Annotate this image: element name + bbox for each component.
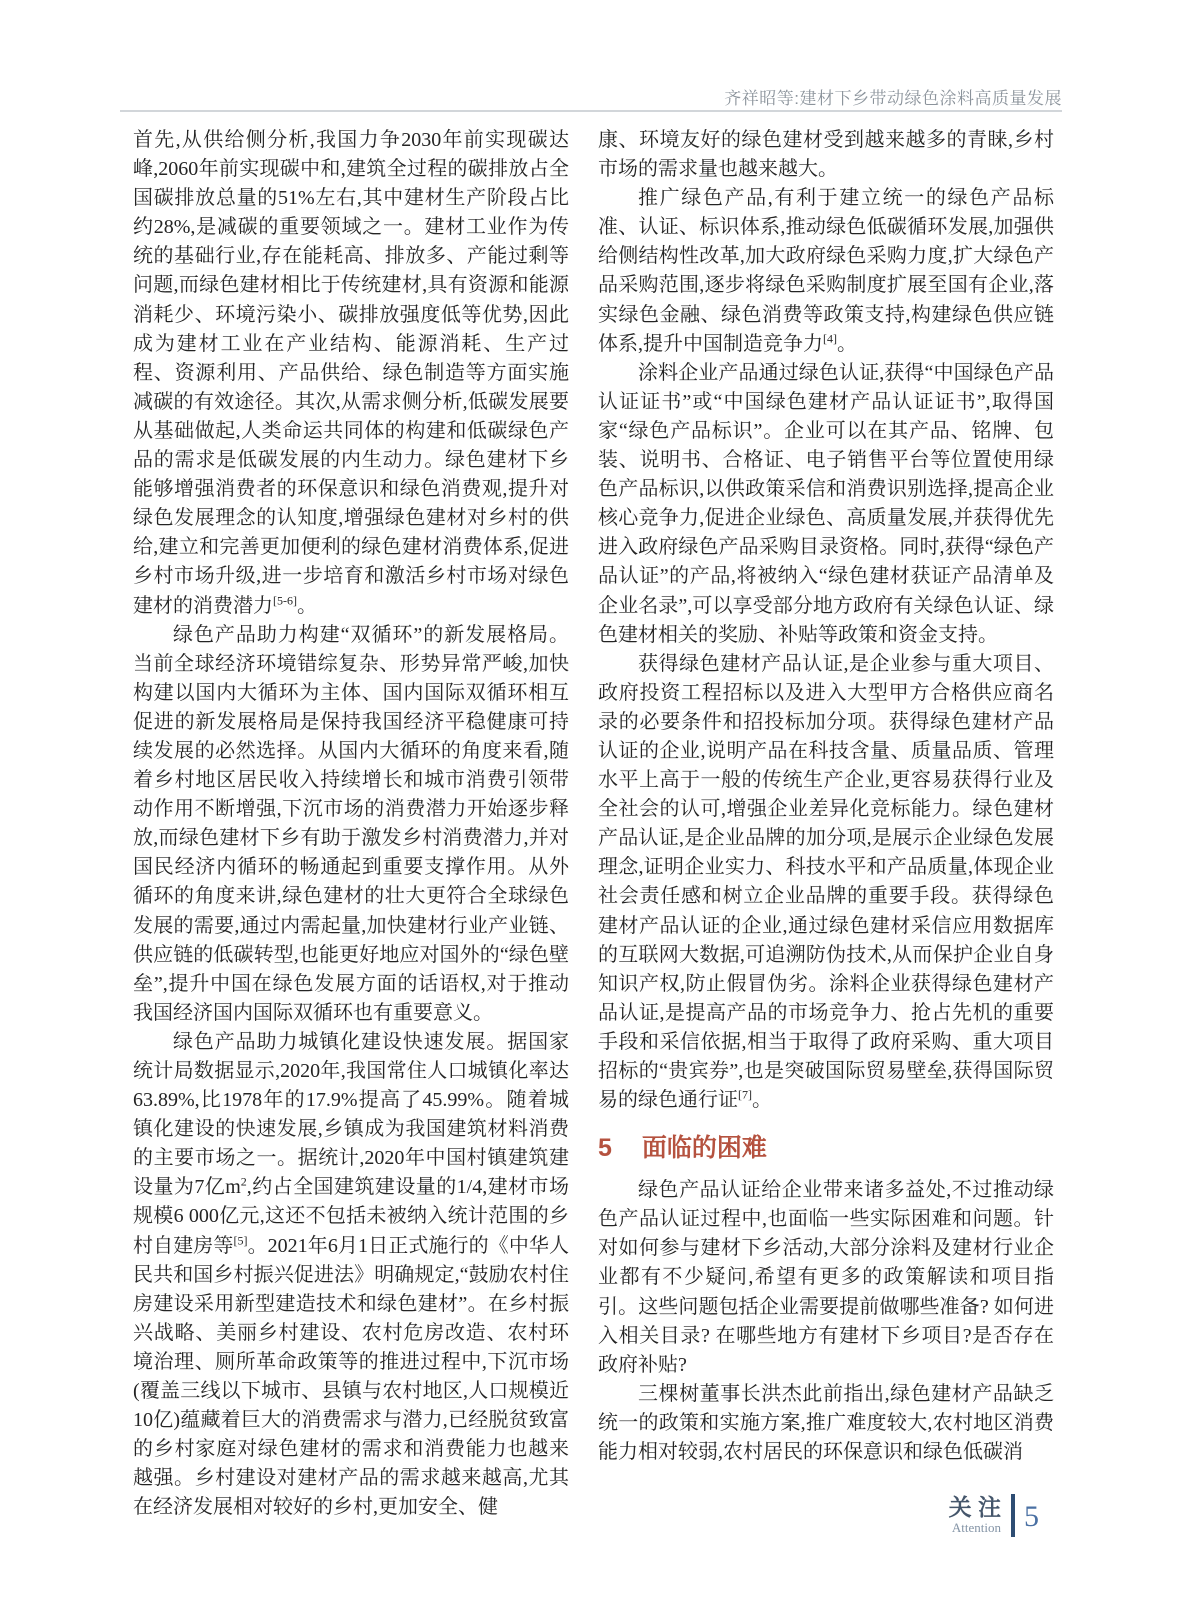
paragraph: 涂料企业产品通过绿色认证,获得“中国绿色产品认证证书”或“中国绿色建材产品认证证书”,取得国家“绿色产品标识”。企业可以在其产品、铭牌、包装、说明书、合格证、电子销售平台等位置使用绿色产品标识,以供政策采信和消费识别选择,提高企业核心竞争力,促进企业绿色、高质量发展,并获得优先进入政府绿色产品采购目录资格。同时,获得“绿色产品认证”的产品,将被纳入“绿色建材获证产品清单及企业名录”,可以享受部分地方政府有关绿色认证、绿色建材相关的奖励、补贴等政策和资金支持。 [598,361,1054,646]
paragraph: 三棵树董事长洪杰此前指出,绿色建材产品缺乏统一的政策和实施方案,推广难度较大,农村地区消费能力相对较弱,农村居民的环保意识和绿色低碳消 [598,1382,1054,1464]
header-rule [120,110,1062,112]
section-title: 面临的困难 [641,1134,767,1163]
paragraph: 绿色产品认证给企业带来诸多益处,不过推动绿色产品认证过程中,也面临一些实际困难和问题。针对如何参与建材下乡活动,大部分涂料及建材行业企业都有不少疑问,希望有更多的政策解读和项目指引。这些问题包括企业需要提前做哪些准备? 如何进入相关目录? 在哪些地方有建材下乡项目?是否存在政府补贴? [598,1179,1054,1376]
paragraph: 绿色产品助力构建“双循环”的新发展格局。当前全球经济环境错综复杂、形势异常严峻,加快构建以国内大循环为主体、国内国际双循环相互促进的新发展格局是保持我国经济平稳健康可持续发展的必然选择。从国内大循环的角度来看,随着乡村地区居民收入持续增长和城市消费引领带动作用不断增强,下沉市场的消费潜力开始逐步释放,而绿色建材下乡有助于激发乡村消费潜力,并对国民经济内循环的畅通起到重要支撑作用。从外循环的角度来讲,绿色建材的壮大更符合全球绿色发展的需要,通过内需起量,加快建材行业产业链、供应链的低碳转型,也能更好地应对国外的“绿色壁垒”,提升中国在绿色发展方面的话语权,对于推动我国经济国内国际双循环也有重要意义。 [133,623,569,1024]
text-column-left [133,126,569,1523]
footer-section-labels [949,1494,1001,1535]
footer-divider-bar [1011,1494,1015,1537]
superscript-ref: [7] [738,1087,752,1102]
paragraph: 绿色产品助力城镇化建设快速发展。据国家统计局数据显示,2020年,我国常住人口城镇化率达63.89%,比1978年的17.9%提高了45.99%。随着城镇化建设的快速发展,乡镇成为我国建筑材料消费的主要市场之一。据统计,2020年中国村镇建筑建设量为7亿$m^2$,约占全国建筑建设量的1/4,建材市场规模6 000亿元,这还不包括未被纳入统计范围的乡村自建房等[5]。2021年6月1日正式施行的《中华人民共和国乡村振兴促进法》明确规定,“鼓励农村住房建设采用新型建造技术和绿色建材”。在乡村振兴战略、美丽乡村建设、农村危房改造、农村环境治理、厕所革命政策等的推进过程中,下沉市场(覆盖三线以下城市、县镇与农村地区,人口规模近10亿)蕴藏着巨大的消费需求与潜力,已经脱贫致富的乡村家庭对绿色建材的需求和消费能力也越来越强。乡村建设对建材产品的需求越来越高,尤其在经济发展相对较好的乡村,更加安全、健 [133,1030,570,1519]
paragraph: 推广绿色产品,有利于建立统一的绿色产品标准、认证、标识体系,推动绿色低碳循环发展,加强供给侧结构性改革,加大政府绿色采购力度,扩大绿色产品采购范围,逐步将绿色采购制度扩展至国有企业,落实绿色金融、绿色消费等政策支持,构建绿色供应链体系,提升中国制造竞争力[4]。 [598,187,1054,355]
paragraph: 首先,从供给侧分析,我国力争2030年前实现碳达峰,2060年前实现碳中和,建筑全过程的碳排放占全国碳排放总量的51%左右,其中建材生产阶段占比约28%,是减碳的重要领域之一。建材工业作为传统的基础行业,存在能耗高、排放多、产能过剩等问题,而绿色建材相比于传统建材,具有资源和能源消耗少、环境污染小、碳排放强度低等优势,因此成为建材工业在产业结构、能源消耗、生产过程、资源利用、产品供给、绿色制造等方面实施减碳的有效途径。其次,从需求侧分析,低碳发展要从基础做起,人类命运共同体的构建和低碳绿色产品的需求是低碳发展的内生动力。绿色建材下乡能够增强消费者的环保意识和绿色消费观,提升对绿色发展理念的认知度,增强绿色建材对乡村的供给,建立和完善更加便利的绿色建材消费体系,促进乡村市场升级,进一步培育和激活乡村市场对绿色建材的消费潜力[5-6]。 [133,129,569,617]
page-footer [949,1494,1039,1537]
section-number: 5 [598,1134,612,1163]
superscript-ref: 2 [240,1174,247,1189]
superscript-ref: [5] [233,1232,248,1247]
page-number: 5 [1024,1500,1039,1533]
section-heading [598,1132,1054,1164]
article-body [133,126,1054,1523]
footer-section-label-cn: 关 注 [948,1494,1001,1520]
footer-section-label-en: Attention [951,1520,1001,1535]
paragraph: 康、环境友好的绿色建材受到越来越多的青睐,乡村市场的需求量也越来越大。 [598,129,1054,181]
text-column-right [598,126,1054,1523]
superscript-ref: [5-6] [273,592,297,607]
running-title: 齐祥昭等:建材下乡带动绿色涂料高质量发展 [724,89,1062,108]
superscript-ref: [4] [823,331,837,345]
paragraph: 获得绿色建材产品认证,是企业参与重大项目、政府投资工程招标以及进入大型甲方合格供应商名录的必要条件和招投标加分项。获得绿色建材产品认证的企业,说明产品在科技含量、质量品质、管理水平上高于一般的传统生产企业,更容易获得行业及全社会的认可,增强企业差异化竞标能力。绿色建材产品认证,是企业品牌的加分项,是展示企业绿色发展理念,证明企业实力、科技水平和产品质量,体现企业社会责任感和树立企业品牌的重要手段。获得绿色建材产品认证的企业,通过绿色建材采信应用数据库的互联网大数据,可追溯防伪技术,从而保护企业自身知识产权,防止假冒伪劣。涂料企业获得绿色建材产品认证,是提高产品的市场竞争力、抢占先机的重要手段和采信依据,相当于取得了政府采购、重大项目招标的“贵宾券”,也是突破国际贸易壁垒,获得国际贸易的绿色通行证[7]。 [598,652,1054,1112]
running-header [120,84,1062,109]
